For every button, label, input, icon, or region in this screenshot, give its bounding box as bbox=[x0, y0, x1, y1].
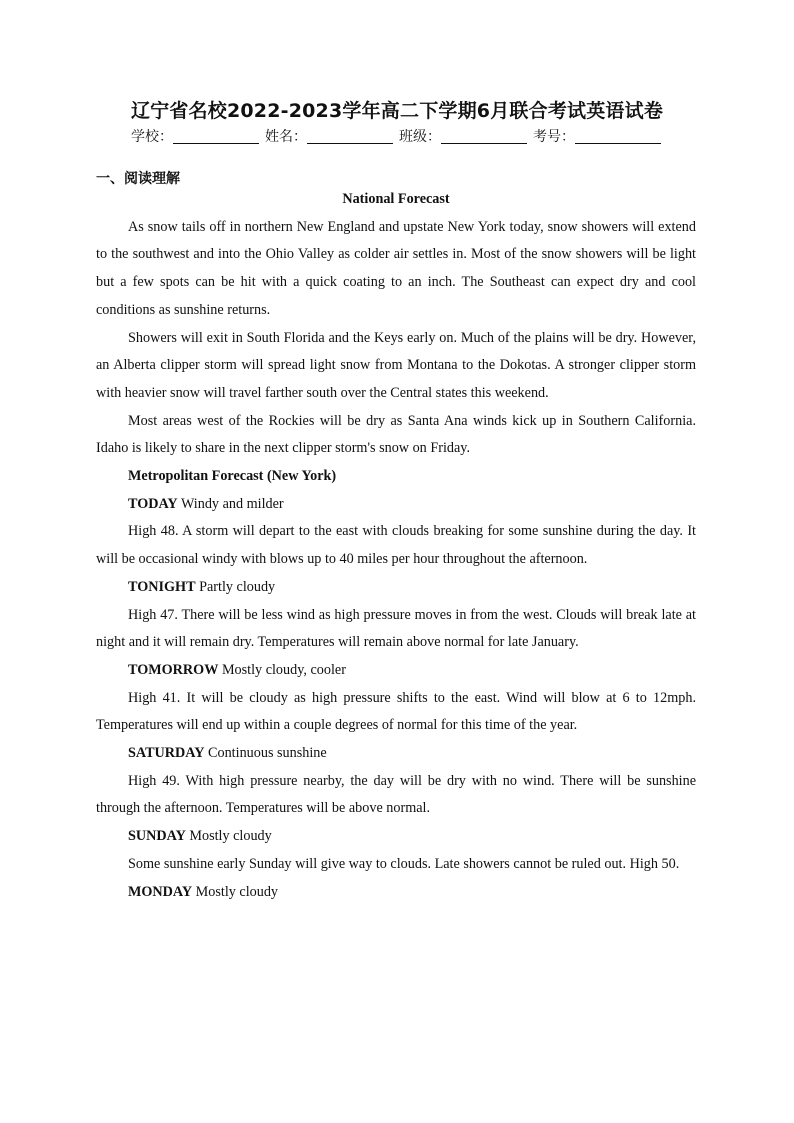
number-label: 考号： bbox=[533, 129, 575, 145]
day-label: SUNDAY bbox=[128, 828, 186, 845]
forecast-day-monday bbox=[96, 879, 696, 907]
day-label: MONDAY bbox=[128, 883, 193, 900]
forecast-day-tomorrow bbox=[96, 657, 696, 685]
name-blank[interactable] bbox=[307, 129, 393, 144]
day-summary: Mostly cloudy, cooler bbox=[221, 661, 346, 678]
reading-passage bbox=[96, 186, 696, 906]
forecast-day-sunday bbox=[96, 823, 696, 851]
name-label: 姓名： bbox=[265, 129, 307, 145]
student-info-line bbox=[0, 126, 794, 146]
day-label: TODAY bbox=[128, 495, 178, 512]
forecast-day-today bbox=[96, 491, 696, 519]
class-label: 班级： bbox=[399, 129, 441, 145]
day-label: SATURDAY bbox=[128, 745, 205, 762]
forecast-details: High 41. It will be cloudy as high pressure shifts to the east. Wind will blow at 6 to 12mph. Temperatures will end up within a couple degrees of normal for this time of the year. bbox=[96, 689, 696, 734]
day-summary: Mostly cloudy bbox=[195, 883, 279, 900]
forecast-details: High 47. There will be less wind as high pressure moves in from the west. Clouds will break late at night and it will remain dry. Temperatures will remain above normal for late January. bbox=[96, 606, 696, 651]
passage-paragraph: As snow tails off in northern New England and upstate New York today, snow showers will extend to the southwest and into the Ohio Valley as colder air settles in. Most of the snow showers will be light but a few spots can be hit with a quick coating to an inch. The Southeast can expect dry and cool conditions as sunshine returns. bbox=[96, 218, 696, 318]
metro-heading-text: Metropolitan Forecast (New York) bbox=[128, 468, 337, 485]
forecast-details: High 48. A storm will depart to the east with clouds breaking for some sunshine during the day. It will be occasional windy with blows up to 40 miles per hour throughout the afternoon. bbox=[96, 523, 696, 568]
forecast-day-saturday bbox=[96, 740, 696, 768]
day-label: TONIGHT bbox=[128, 578, 196, 595]
section-title: 一、阅读理解 bbox=[96, 171, 180, 187]
metro-heading bbox=[96, 463, 696, 491]
passage-paragraph: Showers will exit in South Florida and the Keys early on. Much of the plains will be dry. However, an Alberta clipper storm will spread light snow from Montana to the Dokotas. A stronger clipper storm with heavier snow will travel farther south over the Central states this weekend. bbox=[96, 329, 696, 401]
school-blank[interactable] bbox=[173, 129, 259, 144]
forecast-details: High 49. With high pressure nearby, the day will be dry with no wind. There will be sunshine through the afternoon. Temperatures will be above normal. bbox=[96, 772, 696, 817]
school-label: 学校： bbox=[131, 129, 173, 145]
forecast-day-tonight bbox=[96, 574, 696, 602]
exam-title: 辽宁省名校2022-2023学年高二下学期6月联合考试英语试卷 bbox=[130, 100, 664, 122]
day-label: TOMORROW bbox=[128, 661, 219, 678]
day-summary: Windy and milder bbox=[180, 495, 284, 512]
number-blank[interactable] bbox=[575, 129, 661, 144]
day-summary: Continuous sunshine bbox=[208, 745, 327, 762]
passage-paragraph: Most areas west of the Rockies will be dry as Santa Ana winds kick up in Southern California. Idaho is likely to share in the next clipper storm's snow on Friday. bbox=[96, 412, 696, 457]
class-blank[interactable] bbox=[441, 129, 527, 144]
day-summary: Partly cloudy bbox=[199, 578, 276, 595]
passage-heading: National Forecast bbox=[342, 191, 450, 207]
forecast-details: Some sunshine early Sunday will give way to clouds. Late showers cannot be ruled out. High 50. bbox=[128, 855, 680, 872]
day-summary: Mostly cloudy bbox=[189, 828, 272, 845]
